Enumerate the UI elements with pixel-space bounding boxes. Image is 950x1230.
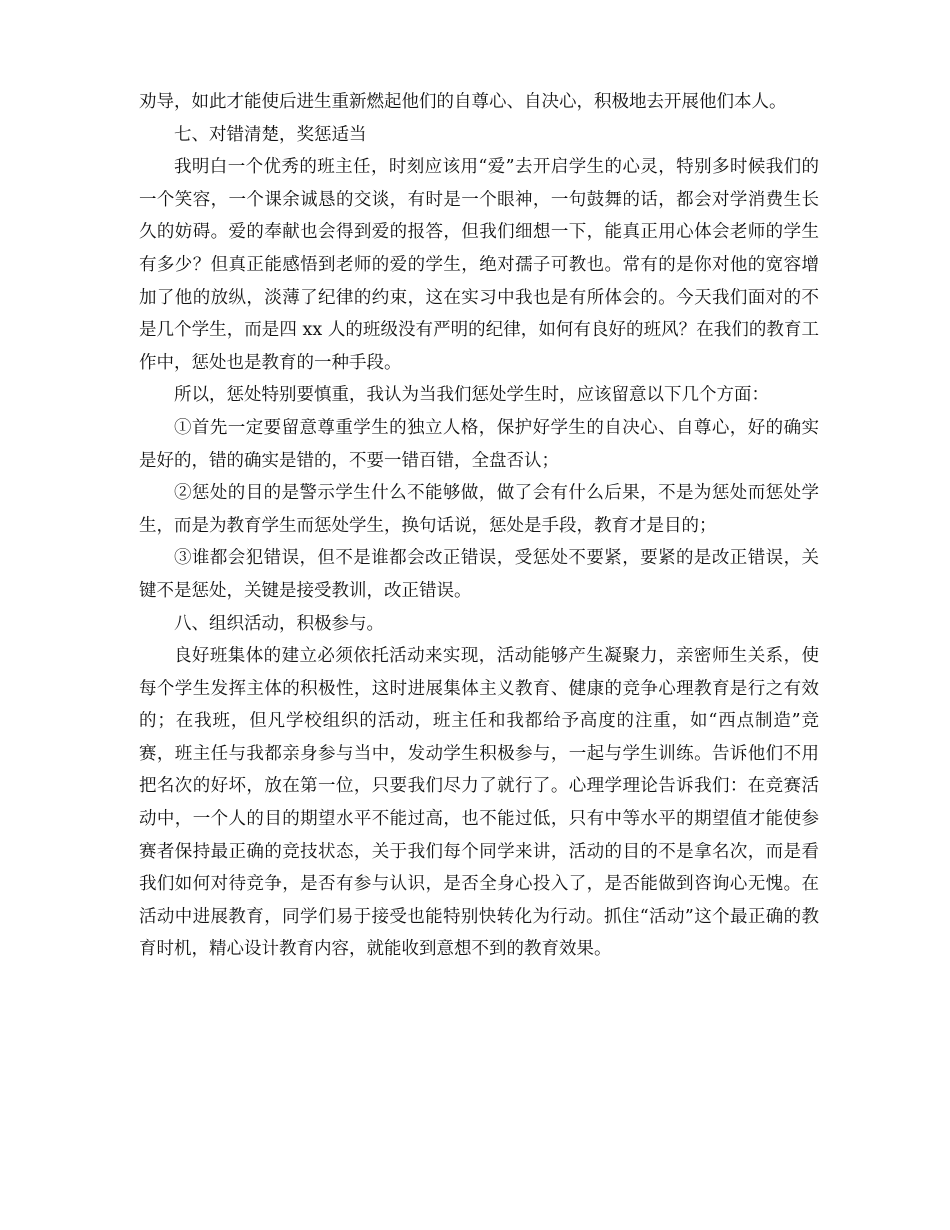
- section-heading-7: 七、对错清楚，奖惩适当: [174, 124, 367, 145]
- list-item-1: ①首先一定要留意尊重学生的独立人格，保护好学生的自决心、自尊心，好的确实是好的，错的确实是错的，不要一错百错，全盘否认；: [139, 417, 819, 471]
- list-item-3: ③谁都会犯错误，但不是谁都会改正错误，受惩处不要紧，要紧的是改正错误，关键不是惩处，关键是接受教训，改正错误。: [139, 548, 819, 601]
- paragraph: 所以，惩处特别要慎重，我认为当我们惩处学生时，应该留意以下几个方面：: [174, 385, 769, 406]
- paragraph-continuation: 劝导，如此才能使后进生重新燃起他们的自尊心、自决心，积极地去开展他们本人。: [139, 92, 787, 112]
- document-page: [139, 86, 819, 966]
- paragraph: 我明白一个优秀的班主任，时刻应该用“爱”去开启学生的心灵，特别多时候我们的一个笑容，一个课余诚恳的交谈，有时是一个眼神，一句鼓舞的话，都会对学消费生长久的妨碍。爱的奉献也会得到爱的报答，但我们细想一下，能真正用心体会老师的学生有多少？但真正能感悟到老师的爱的学生，绝对孺子可教也。常有的是你对他的宽容增加了他的放纵，淡薄了纪律的约束，这在实习中我也是有所体会的。今天我们面对的不是几个学生，而是四 xx 人的班级没有严明的纪律，如何有良好的班风？在我们的教育工作中，惩处也是教育的一种手段。: [139, 157, 819, 373]
- section-heading-8: 八、组织活动，积极参与。: [174, 613, 384, 634]
- paragraph: 良好班集体的建立必须依托活动来实现，活动能够产生凝聚力，亲密师生关系，使每个学生发挥主体的积极性，这时进展集体主义教育、健康的竞争心理教育是行之有效的；在我班，但凡学校组织的活动，班主任和我都给予高度的注重，如“西点制造”竞赛，班主任与我都亲身参与当中，发动学生积极参与，一起与学生训练。告诉他们不用把名次的好坏，放在第一位，只要我们尽力了就行了。心理学理论告诉我们：在竞赛活动中，一个人的目的期望水平不能过高，也不能过低，只有中等水平的期望值才能使参赛者保持最正确的竞技状态，关于我们每个同学来讲，活动的目的不是拿名次，而是看我们如何对待竞争，是否有参与认识，是否全身心投入了，是否能做到咨询心无愧。在活动中进展教育，同学们易于接受也能特别快转化为行动。抓住“活动”这个最正确的教育时机，精心设计教育内容，就能收到意想不到的教育效果。: [139, 646, 819, 960]
- list-item-2: ②惩处的目的是警示学生什么不能够做，做了会有什么后果，不是为惩处而惩处学生，而是为教育学生而惩处学生，换句话说，惩处是手段，教育才是目的；: [139, 483, 819, 536]
